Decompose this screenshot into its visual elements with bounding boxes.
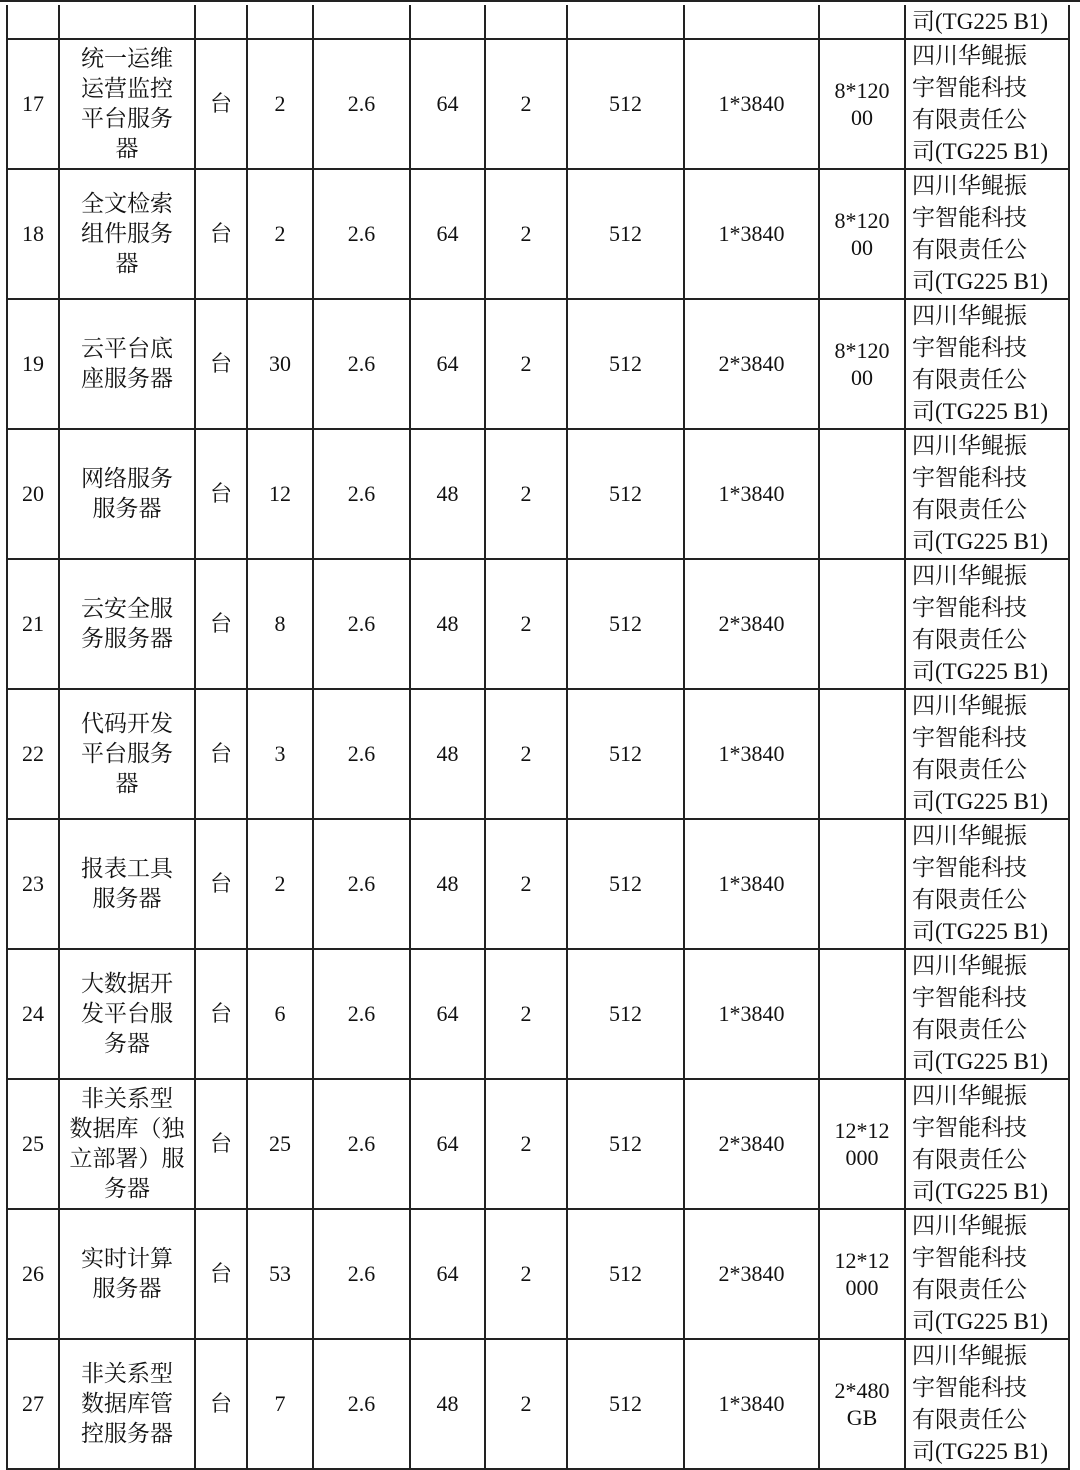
- table-row: [7, 1079, 1069, 1209]
- cell-unit: 台: [195, 1339, 247, 1469]
- cell-ghz: 2.6: [313, 1079, 410, 1209]
- cell-no: 18: [7, 169, 59, 299]
- cell-qty: [247, 5, 313, 39]
- cell-no: 19: [7, 299, 59, 429]
- cell-qty: 12: [247, 429, 313, 559]
- cell-ghz: 2.6: [313, 299, 410, 429]
- cell-ghz: 2.6: [313, 1209, 410, 1339]
- table-row-partial: [7, 5, 1069, 39]
- cell-ssd: 1*3840: [684, 39, 819, 169]
- cell-manufacturer: 四川华鲲振 宇智能科技 有限责任公 司(TG225 B1): [905, 1209, 1069, 1339]
- cell-mem: 512: [567, 1209, 684, 1339]
- cell-cores: 64: [410, 1209, 485, 1339]
- cell-cores: 48: [410, 559, 485, 689]
- cell-ssd: 2*3840: [684, 559, 819, 689]
- cell-name: [59, 5, 195, 39]
- cell-manufacturer: 四川华鲲振 宇智能科技 有限责任公 司(TG225 B1): [905, 1079, 1069, 1209]
- cell-cores: 48: [410, 429, 485, 559]
- cell-cpus: 2: [485, 689, 567, 819]
- cell-manufacturer: 四川华鲲振 宇智能科技 有限责任公 司(TG225 B1): [905, 169, 1069, 299]
- cell-qty: 2: [247, 169, 313, 299]
- cell-cores: 64: [410, 949, 485, 1079]
- cell-manufacturer: 四川华鲲振 宇智能科技 有限责任公 司(TG225 B1): [905, 689, 1069, 819]
- cell-ssd: 1*3840: [684, 169, 819, 299]
- cell-hdd: [819, 689, 905, 819]
- cell-hdd: 8*120 00: [819, 169, 905, 299]
- table-row: [7, 1339, 1069, 1469]
- table-row: [7, 559, 1069, 689]
- cell-mem: 512: [567, 1079, 684, 1209]
- cell-mem: 512: [567, 819, 684, 949]
- cell-name: 云平台底 座服务器: [59, 299, 195, 429]
- cell-qty: 53: [247, 1209, 313, 1339]
- table-row: [7, 39, 1069, 169]
- cell-unit: 台: [195, 39, 247, 169]
- cell-cpus: 2: [485, 949, 567, 1079]
- cell-unit: 台: [195, 819, 247, 949]
- table-row: [7, 169, 1069, 299]
- cell-qty: 30: [247, 299, 313, 429]
- cell-hdd: 12*12 000: [819, 1209, 905, 1339]
- cell-mem: 512: [567, 949, 684, 1079]
- cell-ssd: [684, 5, 819, 39]
- cell-no: [7, 5, 59, 39]
- cell-manufacturer: 四川华鲲振 宇智能科技 有限责任公 司(TG225 B1): [905, 559, 1069, 689]
- cell-no: 23: [7, 819, 59, 949]
- cell-cores: 48: [410, 1339, 485, 1469]
- cell-ghz: [313, 5, 410, 39]
- table-row: [7, 949, 1069, 1079]
- cell-name: 网络服务 服务器: [59, 429, 195, 559]
- cell-ssd: 2*3840: [684, 1079, 819, 1209]
- cell-manufacturer: 四川华鲲振 宇智能科技 有限责任公 司(TG225 B1): [905, 299, 1069, 429]
- cell-no: 24: [7, 949, 59, 1079]
- cell-hdd: [819, 949, 905, 1079]
- table-row: [7, 299, 1069, 429]
- cell-cores: 64: [410, 299, 485, 429]
- cell-hdd: [819, 559, 905, 689]
- cell-mem: 512: [567, 689, 684, 819]
- cell-cpus: 2: [485, 1209, 567, 1339]
- cell-name: 大数据开 发平台服 务器: [59, 949, 195, 1079]
- cell-mem: 512: [567, 559, 684, 689]
- cell-ssd: 1*3840: [684, 1339, 819, 1469]
- cell-unit: 台: [195, 1079, 247, 1209]
- cell-ghz: 2.6: [313, 559, 410, 689]
- cell-mem: [567, 5, 684, 39]
- cell-manufacturer: 四川华鲲振 宇智能科技 有限责任公 司(TG225 B1): [905, 1339, 1069, 1469]
- cell-hdd: [819, 819, 905, 949]
- cell-mem: 512: [567, 169, 684, 299]
- cell-ghz: 2.6: [313, 819, 410, 949]
- table-row: [7, 1209, 1069, 1339]
- cell-name: 非关系型 数据库管 控服务器: [59, 1339, 195, 1469]
- cell-no: 21: [7, 559, 59, 689]
- cell-mem: 512: [567, 299, 684, 429]
- cell-cores: 48: [410, 819, 485, 949]
- server-spec-table-sheet: [6, 5, 1068, 1470]
- cell-name: 非关系型 数据库（独 立部署）服 务器: [59, 1079, 195, 1209]
- cell-manufacturer: 四川华鲲振 宇智能科技 有限责任公 司(TG225 B1): [905, 949, 1069, 1079]
- table-row: [7, 429, 1069, 559]
- table-row: [7, 819, 1069, 949]
- cell-name: 统一运维 运营监控 平台服务 器: [59, 39, 195, 169]
- cell-qty: 2: [247, 39, 313, 169]
- table-row: [7, 689, 1069, 819]
- cell-mem: 512: [567, 1339, 684, 1469]
- top-border: [0, 0, 1080, 2]
- cell-ssd: 1*3840: [684, 689, 819, 819]
- cell-cores: 64: [410, 1079, 485, 1209]
- cell-ssd: 1*3840: [684, 429, 819, 559]
- cell-qty: 6: [247, 949, 313, 1079]
- cell-hdd: 8*120 00: [819, 39, 905, 169]
- server-spec-table: [6, 5, 1070, 1470]
- cell-mem: 512: [567, 429, 684, 559]
- cell-ghz: 2.6: [313, 169, 410, 299]
- cell-hdd: 8*120 00: [819, 299, 905, 429]
- cell-name: 代码开发 平台服务 器: [59, 689, 195, 819]
- cell-hdd: [819, 429, 905, 559]
- cell-ssd: 1*3840: [684, 949, 819, 1079]
- cell-unit: 台: [195, 299, 247, 429]
- cell-cores: 48: [410, 689, 485, 819]
- cell-hdd: 2*480 GB: [819, 1339, 905, 1469]
- cell-cpus: 2: [485, 819, 567, 949]
- cell-no: 20: [7, 429, 59, 559]
- cell-ssd: 2*3840: [684, 1209, 819, 1339]
- cell-manufacturer: 司(TG225 B1): [905, 5, 1069, 39]
- cell-manufacturer: 四川华鲲振 宇智能科技 有限责任公 司(TG225 B1): [905, 39, 1069, 169]
- cell-cpus: 2: [485, 1339, 567, 1469]
- cell-unit: 台: [195, 689, 247, 819]
- cell-ssd: 1*3840: [684, 819, 819, 949]
- cell-name: 全文检索 组件服务 器: [59, 169, 195, 299]
- table-body: [7, 5, 1069, 1469]
- cell-hdd: 12*12 000: [819, 1079, 905, 1209]
- cell-name: 云安全服 务服务器: [59, 559, 195, 689]
- cell-cpus: [485, 5, 567, 39]
- cell-unit: 台: [195, 169, 247, 299]
- cell-qty: 25: [247, 1079, 313, 1209]
- cell-no: 27: [7, 1339, 59, 1469]
- cell-qty: 8: [247, 559, 313, 689]
- cell-cpus: 2: [485, 1079, 567, 1209]
- cell-no: 17: [7, 39, 59, 169]
- cell-no: 25: [7, 1079, 59, 1209]
- cell-name: 报表工具 服务器: [59, 819, 195, 949]
- cell-cpus: 2: [485, 39, 567, 169]
- cell-cpus: 2: [485, 169, 567, 299]
- cell-mem: 512: [567, 39, 684, 169]
- cell-ghz: 2.6: [313, 949, 410, 1079]
- cell-unit: [195, 5, 247, 39]
- cell-ssd: 2*3840: [684, 299, 819, 429]
- cell-cpus: 2: [485, 559, 567, 689]
- cell-no: 22: [7, 689, 59, 819]
- cell-cpus: 2: [485, 299, 567, 429]
- cell-ghz: 2.6: [313, 1339, 410, 1469]
- cell-unit: 台: [195, 429, 247, 559]
- cell-qty: 2: [247, 819, 313, 949]
- cell-hdd: [819, 5, 905, 39]
- cell-no: 26: [7, 1209, 59, 1339]
- cell-ghz: 2.6: [313, 39, 410, 169]
- cell-cpus: 2: [485, 429, 567, 559]
- cell-cores: 64: [410, 39, 485, 169]
- cell-ghz: 2.6: [313, 689, 410, 819]
- cell-unit: 台: [195, 559, 247, 689]
- cell-qty: 3: [247, 689, 313, 819]
- cell-unit: 台: [195, 1209, 247, 1339]
- cell-unit: 台: [195, 949, 247, 1079]
- cell-cores: 64: [410, 169, 485, 299]
- cell-manufacturer: 四川华鲲振 宇智能科技 有限责任公 司(TG225 B1): [905, 819, 1069, 949]
- cell-ghz: 2.6: [313, 429, 410, 559]
- cell-manufacturer: 四川华鲲振 宇智能科技 有限责任公 司(TG225 B1): [905, 429, 1069, 559]
- cell-qty: 7: [247, 1339, 313, 1469]
- cell-name: 实时计算 服务器: [59, 1209, 195, 1339]
- cell-cores: [410, 5, 485, 39]
